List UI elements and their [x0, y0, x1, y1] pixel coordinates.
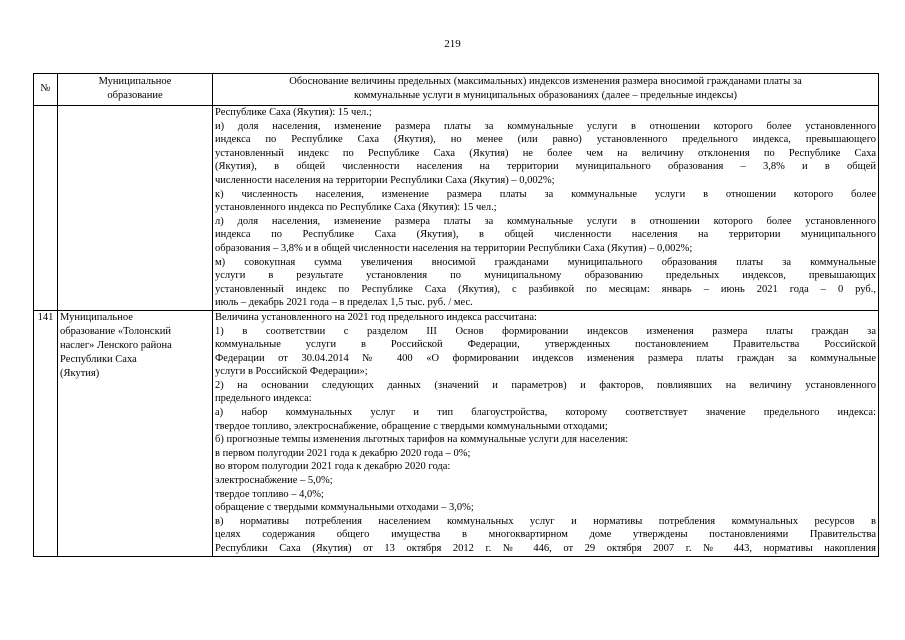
municipality-cell	[58, 310, 213, 556]
header-number: №	[34, 74, 58, 106]
justification-line: в первом полугодии 2021 года к декабрю 2020 года – 0%;	[215, 447, 471, 459]
justification-cell	[213, 310, 879, 556]
municipality-line: (Якутия)	[60, 367, 100, 379]
justification-line: б) прогнозные темпы изменения льготных тарифов на коммунальные услуги для населения:	[215, 434, 629, 446]
justification-cell	[213, 106, 879, 311]
page-number: 219	[444, 38, 461, 50]
justification-line: Федерации от 30.04.2014 № 400 «О формировании индексов изменения размера платы граждан за коммунальные	[215, 352, 876, 364]
justification-line: целях содержания общего имущества в многоквартирном доме утверждены постановлениями Правительства	[215, 529, 876, 541]
table-row	[34, 310, 879, 556]
justification-line: коммунальные услуги в Российской Федерации, утвержденных постановлением Правительства Российской	[215, 339, 876, 351]
justification-line: услуги в результате установления по муниципальному образованию предельных индексов, превышающих	[215, 270, 876, 282]
justification-line: услуги в Российской Федерации»;	[215, 366, 368, 378]
justification-line: твердое топливо – 4,0%;	[215, 488, 324, 500]
justification-line: июль – декабрь 2021 года – в пределах 1,5 тыс. руб. / мес.	[215, 297, 473, 309]
municipality-line: образование «Толонский	[60, 325, 171, 337]
justification-line: индекса по Республике Саха (Якутия), в общей численности населения на территории муниципального	[215, 229, 876, 241]
justification-line: установленный индекс по Республике Саха (Якутия), с разбивкой по месяцам: январь – июнь 2021 года – 0 руб.,	[215, 283, 876, 295]
justification-line: 2) на основании следующих данных (значений и параметров) и факторов, повлиявших на величину установленного	[215, 379, 876, 391]
justification-line: Величина установленного на 2021 год предельного индекса рассчитана:	[215, 311, 537, 323]
justification-line: и) доля населения, изменение размера платы за коммунальные услуги в отношении которого более установленного	[215, 120, 876, 132]
header-justification-line: Обоснование величины предельных (максимальных) индексов изменения размера вносимой гражданами платы за	[289, 76, 802, 87]
justification-line: электроснабжение – 5,0%;	[215, 475, 333, 487]
header-justification-line: коммунальные услуги в муниципальных образованиях (далее – предельные индексы)	[354, 90, 737, 101]
municipality-line: Республики Саха	[60, 353, 137, 365]
justification-line: твердое топливо, электроснабжение, обращение с твердыми коммунальными отходами;	[215, 420, 608, 432]
justification-line: (Якутия), в общей численности населения на территории муниципального образования – 3,8% и в общей	[215, 161, 876, 173]
justification-line: 1) в соответствии с разделом III Основ формировании индексов изменения размера платы граждан за	[215, 325, 876, 337]
municipality-line: наслег» Ленского района	[60, 339, 172, 351]
header-municipality-line: образование	[107, 90, 163, 101]
justification-line: Республике Саха (Якутия): 15 чел.;	[215, 107, 372, 118]
municipality-line: Муниципальное	[60, 311, 133, 323]
justification-line: образования – 3,8% и в общей численности населения на территории Республики Саха (Якутия) – 0,002%;	[215, 242, 693, 254]
justification-line: л) доля населения, изменение размера платы за коммунальные услуги в отношении которого более установленного	[215, 215, 876, 227]
justification-line: предельного индекса:	[215, 393, 312, 405]
table-header-row	[34, 74, 879, 106]
justification-line: обращение с твердыми коммунальными отходами – 3,0%;	[215, 502, 474, 514]
justification-line: установленный индекс по Республике Саха (Якутия) не более чем на величину отклонения по Республике Саха	[215, 147, 876, 159]
header-justification	[213, 74, 879, 106]
row-number	[34, 106, 58, 311]
municipality-cell	[58, 106, 213, 311]
justification-line: численности населения на территории Республики Саха (Якутия) – 0,002%;	[215, 174, 555, 186]
justification-line: а) набор коммунальных услуг и тип благоустройства, которому соответствует значение предельного индекса:	[215, 407, 876, 419]
justification-line: м) совокупная сумма увеличения вносимой гражданами муниципального образования платы за коммунальные	[215, 256, 876, 268]
justification-line: индекса по Республике Саха (Якутия), но менее (или равно) установленного предельного индекса, превышающего	[215, 134, 876, 146]
indices-table	[33, 73, 879, 557]
justification-line: во втором полугодии 2021 года к декабрю 2020 года:	[215, 461, 451, 473]
justification-line: в) нормативы потребления населением коммунальных услуг и нормативы потребления коммунальных ресурсов в	[215, 515, 876, 527]
row-number: 141	[34, 310, 58, 556]
header-municipality-line: Муниципальное	[98, 76, 172, 87]
header-municipality	[58, 74, 213, 106]
table-row	[34, 106, 879, 311]
justification-line: Республики Саха (Якутия) от 13 октября 2012 г. № 446, от 29 октября 2007 г. № 443, нормативы накопления	[215, 543, 876, 554]
justification-line: установленного индекса по Республике Саха (Якутия): 15 чел.;	[215, 202, 497, 214]
justification-line: к) численность населения, изменение размера платы за коммунальные услуги в отношении которого более	[215, 188, 876, 200]
